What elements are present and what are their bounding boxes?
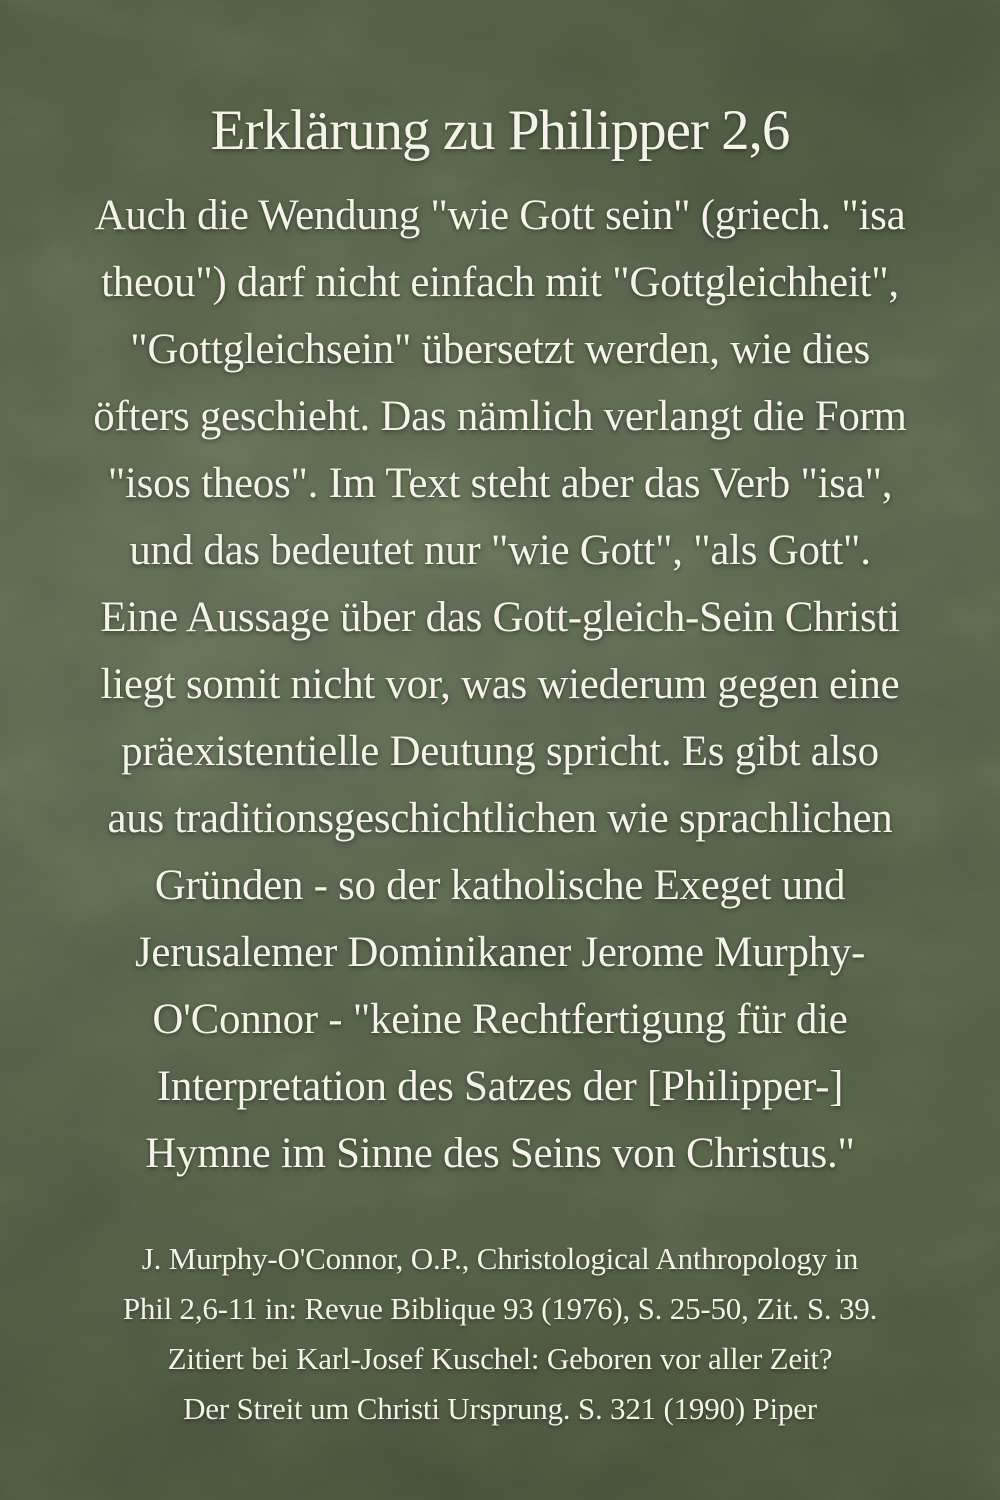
page-title: Erklärung zu Philipper 2,6	[210, 99, 790, 162]
body-line: "isos theos". Im Text steht aber das Verb "isa",	[107, 460, 893, 507]
citation-line: Zitiert bei Karl-Josef Kuschel: Geboren vor aller Zeit?	[167, 1341, 833, 1376]
body-line: theou") darf nicht einfach mit "Gottgleichheit",	[101, 259, 899, 306]
citation-line: J. Murphy-O'Connor, O.P., Christological Anthropology in	[141, 1241, 859, 1276]
quote-body	[0, 182, 1000, 1187]
body-line: aus traditionsgeschichtlichen wie sprachlichen	[107, 795, 893, 842]
body-line: und das bedeutet nur "wie Gott", "als Gott".	[129, 527, 871, 574]
citation-line: Phil 2,6-11 in: Revue Biblique 93 (1976), S. 25-50, Zit. S. 39.	[122, 1291, 878, 1326]
body-line: präexistentielle Deutung spricht. Es gibt also	[121, 728, 879, 775]
body-line: Interpretation des Satzes der [Philipper-]	[156, 1063, 844, 1110]
body-line: liegt somit nicht vor, was wiederum gegen eine	[100, 661, 900, 708]
body-line: Auch die Wendung "wie Gott sein" (griech. "isa	[94, 192, 906, 239]
citation-line: Der Streit um Christi Ursprung. S. 321 (1990) Piper	[183, 1391, 817, 1426]
citation-block	[0, 1234, 1000, 1434]
body-line: Hymne im Sinne des Seins von Christus."	[145, 1130, 855, 1177]
body-line: Gründen - so der katholische Exeget und	[154, 862, 846, 909]
body-line: Eine Aussage über das Gott-gleich-Sein Christi	[100, 594, 900, 641]
body-line: O'Connor - "keine Rechtfertigung für die	[152, 996, 848, 1043]
body-line: öfters geschieht. Das nämlich verlangt die Form	[93, 393, 907, 440]
body-line: "Gottgleichsein" übersetzt werden, wie dies	[130, 326, 870, 373]
body-line: Jerusalemer Dominikaner Jerome Murphy-	[134, 929, 866, 976]
